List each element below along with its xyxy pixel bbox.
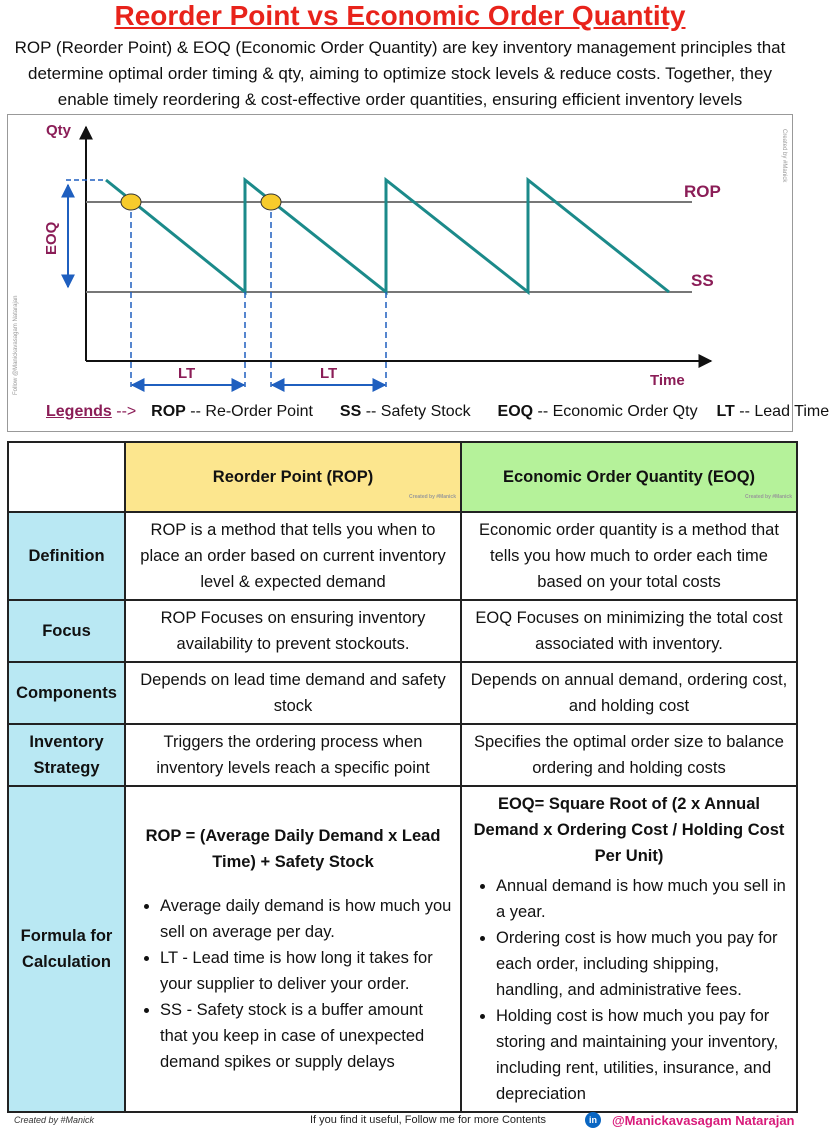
legend-key-ss: SS <box>339 403 362 420</box>
lt-label-2: LT <box>320 365 338 382</box>
rop-line-label: ROP <box>684 182 721 201</box>
ss-line-label: SS <box>691 271 714 290</box>
eoq-formula-cell <box>461 786 797 1112</box>
list-item: • Ordering cost is how much you pay for each order, including shipping, handling, and administrative fees. <box>496 925 790 1003</box>
reorder-point-marker-2 <box>261 194 281 210</box>
header-eoq <box>461 442 797 512</box>
legend-arrow: --> <box>116 403 137 420</box>
legend-desc-eoq: -- Economic Order Qty <box>537 403 698 420</box>
footer-cta: If you find it useful, Follow me for more Contents <box>310 1114 546 1126</box>
legend-heading: Legends <box>46 403 112 420</box>
y-axis-label: Qty <box>46 122 72 139</box>
table-row <box>8 600 797 662</box>
cell-credit: Created by #Manick <box>409 494 456 500</box>
cell-credit: Created by #Manick <box>745 494 792 500</box>
list-item: • LT - Lead time is how long it takes for your supplier to deliver your order. <box>160 945 454 997</box>
legend-key-lt: LT <box>716 403 735 420</box>
intro-paragraph: ROP (Reorder Point) & EOQ (Economic Order Quantity) are key inventory management principles that determine optimal order timing & qty, aiming to optimize stock levels & reduce costs. Together, they enable timely reordering & cost-effective order quantities, ensuring efficient inventory levels <box>14 38 786 109</box>
legend-desc-rop: -- Re-Order Point <box>190 403 313 420</box>
legend-key-eoq: EOQ <box>497 403 534 420</box>
row-label-components: Components <box>8 662 125 724</box>
eoq-focus: EOQ Focuses on minimizing the total cost associated with inventory. <box>461 600 797 662</box>
header-rop <box>125 442 461 512</box>
linkedin-icon[interactable]: in <box>585 1112 601 1128</box>
legend <box>46 403 829 421</box>
x-axis-label: Time <box>650 372 685 389</box>
lt-label-1: LT <box>178 365 196 382</box>
header-eoq-text: Economic Order Quantity (EOQ) <box>502 468 756 486</box>
legend-desc-lt: -- Lead Time <box>739 403 829 420</box>
list-item: • Annual demand is how much you sell in a year. <box>496 873 790 925</box>
row-label-inventory-strategy: Inventory Strategy <box>8 724 125 786</box>
rop-formula-points <box>132 893 454 1075</box>
comparison-table <box>7 441 798 1113</box>
list-item: • Holding cost is how much you pay for storing and maintaining your inventory, including rent, utilities, insurance, and depreciation <box>496 1003 790 1107</box>
table-row <box>8 724 797 786</box>
legend-desc-ss: -- Safety Stock <box>365 403 471 420</box>
table-row <box>8 512 797 600</box>
table-corner-cell <box>8 442 125 512</box>
eoq-label: EOQ <box>43 221 60 255</box>
footer-credit: Created by #Manick <box>14 1115 95 1125</box>
side-credit: Created by #Manick <box>781 129 787 183</box>
eoq-components: Depends on annual demand, ordering cost, and holding cost <box>461 662 797 724</box>
row-label-focus: Focus <box>8 600 125 662</box>
eoq-strategy: Specifies the optimal order size to balance ordering and holding costs <box>461 724 797 786</box>
inventory-sawtooth-line <box>106 180 669 292</box>
rop-formula: ROP = (Average Daily Demand x Lead Time) + Safety Stock <box>145 827 441 871</box>
table-row <box>8 662 797 724</box>
author-handle-link[interactable]: @Manickavasagam Natarajan <box>612 1113 795 1128</box>
eoq-formula-points <box>468 873 790 1107</box>
rop-focus: ROP Focuses on ensuring inventory availability to prevent stockouts. <box>125 600 461 662</box>
row-label-formula: Formula for Calculation <box>8 786 125 1112</box>
rop-formula-cell <box>125 786 461 1112</box>
list-item: • SS - Safety stock is a buffer amount that you keep in case of unexpected demand spikes or supply delays <box>160 997 454 1075</box>
eoq-formula: EOQ= Square Root of (2 x Annual Demand x Ordering Cost / Holding Cost Per Unit) <box>473 795 785 865</box>
rop-strategy: Triggers the ordering process when inventory levels reach a specific point <box>125 724 461 786</box>
eoq-definition: Economic order quantity is a method that tells you how much to order each time based on your total costs <box>461 512 797 600</box>
table-row <box>8 786 797 1112</box>
rop-definition: ROP is a method that tells you when to place an order based on current inventory level & expected demand <box>125 512 461 600</box>
legend-key-rop: ROP <box>151 403 186 420</box>
reorder-point-marker-1 <box>121 194 141 210</box>
rop-eoq-diagram <box>7 114 829 432</box>
table-header-row <box>8 442 797 512</box>
row-label-definition: Definition <box>8 512 125 600</box>
page-title: Reorder Point vs Economic Order Quantity <box>114 0 686 31</box>
header-rop-text: Reorder Point (ROP) <box>212 468 374 486</box>
side-follow: Follow @Manickavasagam Natarajan <box>13 295 19 395</box>
inventory-sawtooth-diagram <box>8 115 792 431</box>
list-item: • Average daily demand is how much you sell on average per day. <box>160 893 454 945</box>
rop-components: Depends on lead time demand and safety stock <box>125 662 461 724</box>
